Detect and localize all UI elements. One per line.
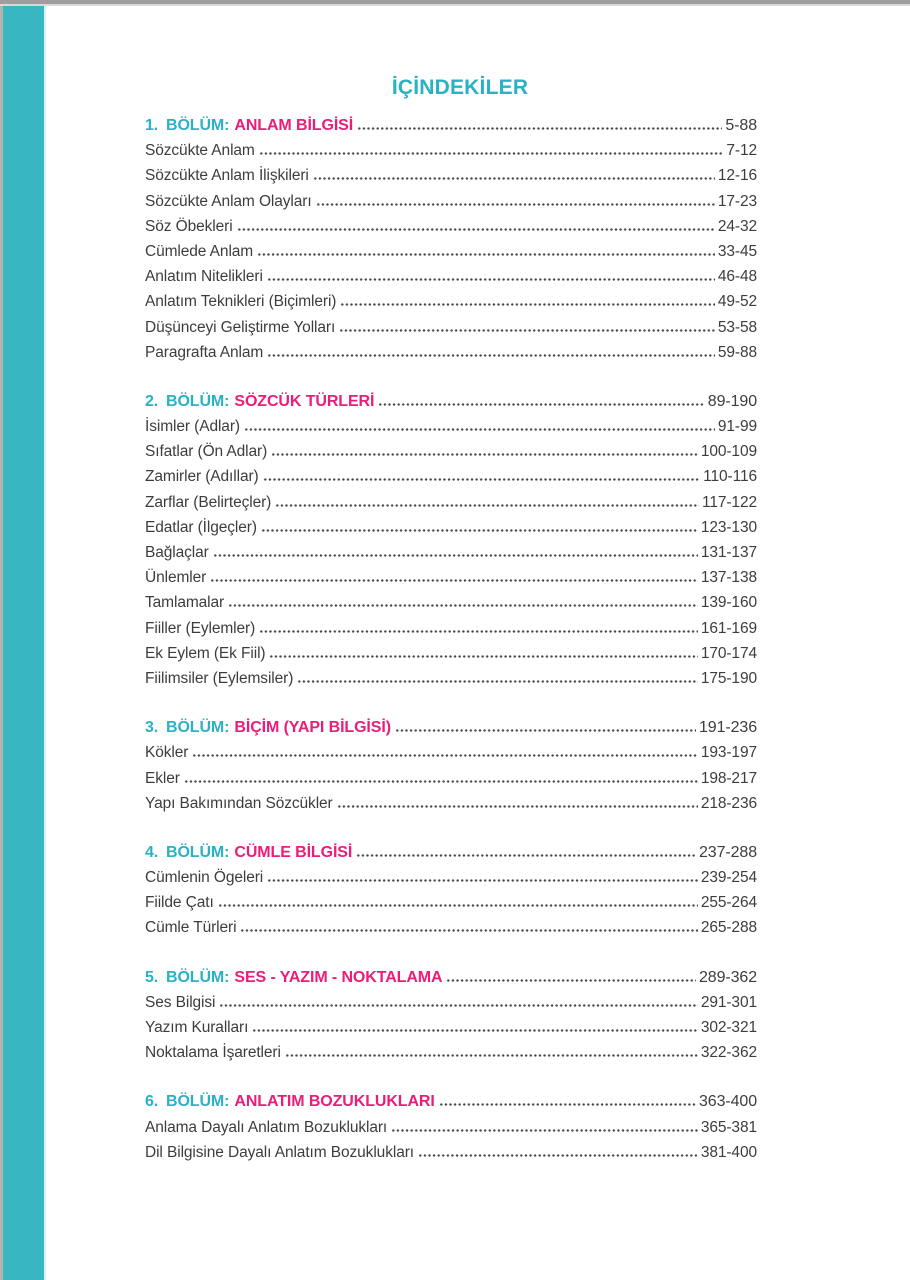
dot-leader: [418, 1154, 698, 1157]
entry-label: Fiiller (Eylemler): [145, 619, 256, 637]
chapter-page-range: 363-400: [698, 1093, 757, 1111]
chapter-title: SÖZCÜK TÜRLERİ: [234, 392, 375, 410]
entry-label: Sözcükte Anlam Olayları: [145, 192, 312, 210]
dot-leader: [267, 354, 715, 357]
dot-leader: [357, 127, 722, 130]
entry-label: Cümlenin Ögeleri: [145, 869, 264, 887]
toc-entry-row: [145, 641, 757, 666]
entry-label: Anlatım Nitelikleri: [145, 268, 263, 286]
entry-label: Ses Bilgisi: [145, 993, 216, 1011]
dot-leader: [439, 1103, 696, 1106]
entry-label: Düşünceyi Geliştirme Yolları: [145, 318, 336, 336]
toc-entry-row: [145, 865, 757, 890]
toc-section: [145, 113, 757, 365]
entry-label: Anlama Dayalı Anlatım Bozuklukları: [145, 1118, 388, 1136]
teal-side-stripe: [3, 5, 46, 1280]
toc-entry-row: [145, 490, 757, 515]
section-entries: [145, 990, 757, 1066]
section-entries: [145, 414, 757, 691]
entry-page-range: 137-138: [700, 569, 757, 587]
entry-page-range: 161-169: [700, 619, 757, 637]
toc-entry-row: [145, 163, 757, 188]
entry-label: Ekler: [145, 769, 180, 787]
entry-label: Edatlar (İlgeçler): [145, 518, 257, 536]
entry-page-range: 365-381: [700, 1118, 757, 1136]
dot-leader: [337, 805, 698, 808]
entry-label: Paragrafta Anlam: [145, 343, 264, 361]
entry-label: Sıfatlar (Ön Adlar): [145, 443, 268, 461]
chapter-title: CÜMLE BİLGİSİ: [234, 843, 353, 861]
chapter-number: 1.: [145, 117, 159, 134]
page-title: İÇİNDEKİLER: [391, 76, 529, 99]
chapter-label: BÖLÜM:: [166, 392, 230, 410]
entry-label: Söz Öbekleri: [145, 217, 233, 235]
entry-page-range: 175-190: [700, 669, 757, 687]
toc-entry-row: [145, 214, 757, 239]
chapter-label: BÖLÜM:: [166, 117, 230, 134]
entry-page-range: 170-174: [700, 644, 757, 662]
entry-label: Sözcükte Anlam İlişkileri: [145, 167, 309, 185]
dot-leader: [269, 655, 697, 658]
entry-page-range: 139-160: [700, 594, 757, 612]
entry-label: Anlatım Teknikleri (Biçimleri): [145, 293, 337, 311]
toc-entry-row: [145, 315, 757, 340]
dot-leader: [340, 303, 714, 306]
toc-entry-row: [145, 239, 757, 264]
dot-leader: [297, 680, 698, 683]
entry-label: Cümlede Anlam: [145, 242, 254, 260]
dot-leader: [240, 929, 697, 932]
entry-page-range: 24-32: [717, 217, 757, 235]
entry-page-range: 131-137: [700, 544, 757, 561]
dot-leader: [446, 979, 696, 982]
toc-entry-row: [145, 1115, 757, 1140]
entry-label: Tamlamalar: [145, 594, 225, 612]
entry-page-range: 12-16: [717, 167, 757, 185]
chapter-page-range: 89-190: [707, 392, 757, 410]
entry-label: Ek Eylem (Ek Fiil): [145, 644, 266, 662]
entry-page-range: 110-116: [703, 468, 757, 486]
entry-page-range: 17-23: [717, 192, 757, 210]
entry-page-range: 117-122: [701, 493, 757, 511]
entry-page-range: 123-130: [700, 518, 757, 536]
toc-entry-row: [145, 464, 757, 489]
dot-leader: [285, 1054, 698, 1057]
entry-label: Sözcükte Anlam: [145, 142, 255, 160]
dot-leader: [259, 152, 724, 155]
entry-page-range: 59-88: [717, 343, 757, 361]
dot-leader: [395, 729, 696, 732]
dot-leader: [391, 1129, 698, 1132]
chapter-heading-row: [145, 715, 757, 740]
chapter-number: 3.: [145, 719, 159, 737]
dot-leader: [210, 579, 698, 582]
entry-label: Dil Bilgisine Dayalı Anlatım Bozuklukları: [145, 1143, 414, 1161]
entry-page-range: 302-321: [700, 1019, 757, 1036]
entry-label: Yapı Bakımından Sözcükler: [145, 794, 333, 812]
scan-top-edge: [0, 0, 910, 6]
entry-label: Yazım Kuralları: [145, 1019, 249, 1036]
entry-page-range: 7-12: [726, 142, 757, 160]
chapter-page-range: 237-288: [698, 843, 757, 861]
chapter-heading-row: [145, 840, 757, 865]
chapter-label: BÖLÜM:: [166, 1093, 230, 1111]
dot-leader: [184, 780, 698, 783]
content-column: [145, 0, 757, 1165]
chapter-number: 6.: [145, 1093, 159, 1111]
entry-label: Bağlaçlar: [145, 544, 209, 561]
toc-section: [145, 965, 757, 1066]
entry-page-range: 193-197: [700, 744, 757, 762]
entry-page-range: 100-109: [700, 443, 757, 461]
toc-section: [145, 389, 757, 691]
dot-leader: [218, 904, 698, 907]
entry-page-range: 46-48: [717, 268, 757, 286]
dot-leader: [252, 1029, 698, 1032]
toc-entry-row: [145, 740, 757, 765]
entry-label: Ünlemler: [145, 569, 207, 587]
toc-entry-row: [145, 890, 757, 915]
toc-entry-row: [145, 515, 757, 540]
entry-page-range: 291-301: [700, 993, 757, 1011]
entry-page-range: 91-99: [717, 418, 757, 436]
entry-label: Cümle Türleri: [145, 919, 237, 937]
entry-label: Zarflar (Belirteçler): [145, 493, 272, 511]
entry-page-range: 33-45: [717, 242, 757, 260]
toc-entry-row: [145, 590, 757, 615]
toc-section: [145, 1089, 757, 1165]
toc-entry-row: [145, 540, 757, 565]
chapter-label: BÖLÜM:: [166, 843, 230, 861]
toc-entry-row: [145, 414, 757, 439]
dot-leader: [213, 554, 698, 557]
entry-page-range: 49-52: [717, 293, 757, 311]
dot-leader: [261, 529, 698, 532]
chapter-page-range: 191-236: [698, 719, 757, 737]
toc-entry-row: [145, 616, 757, 641]
chapter-title: SES - YAZIM - NOKTALAMA: [234, 968, 443, 986]
entry-label: Noktalama İşaretleri: [145, 1044, 281, 1062]
toc-entry-row: [145, 565, 757, 590]
toc-entry-row: [145, 1015, 757, 1040]
chapter-label: BÖLÜM:: [166, 719, 230, 737]
section-entries: [145, 740, 757, 816]
dot-leader: [275, 504, 699, 507]
dot-leader: [267, 278, 715, 281]
toc-entry-row: [145, 791, 757, 816]
section-entries: [145, 865, 757, 941]
dot-leader: [378, 403, 704, 406]
dot-leader: [244, 428, 715, 431]
entry-label: Zamirler (Adıllar): [145, 468, 259, 486]
chapter-heading-row: [145, 389, 757, 414]
dot-leader: [267, 879, 698, 882]
entry-page-range: 322-362: [700, 1044, 757, 1062]
section-entries: [145, 1115, 757, 1165]
toc-entry-row: [145, 666, 757, 691]
dot-leader: [257, 253, 715, 256]
chapter-label: BÖLÜM:: [166, 968, 230, 986]
toc-entry-row: [145, 189, 757, 214]
toc-entry-row: [145, 340, 757, 365]
toc-entry-row: [145, 990, 757, 1015]
entry-page-range: 239-254: [700, 869, 757, 887]
chapter-number: 5.: [145, 968, 159, 986]
chapter-title: ANLAM BİLGİSİ: [234, 117, 354, 134]
dot-leader: [259, 630, 698, 633]
entry-page-range: 218-236: [700, 794, 757, 812]
dot-leader: [316, 203, 715, 206]
dot-leader: [228, 604, 698, 607]
chapter-heading-row: [145, 1089, 757, 1114]
chapter-title: ANLATIM BOZUKLUKLARI: [234, 1093, 435, 1111]
toc-sections: [145, 113, 757, 1165]
entry-label: Fiilde Çatı: [145, 894, 214, 912]
entry-page-range: 198-217: [700, 769, 757, 787]
toc-entry-row: [145, 138, 757, 163]
chapter-number: 2.: [145, 392, 159, 410]
toc-entry-row: [145, 439, 757, 464]
toc-entry-row: [145, 1140, 757, 1165]
dot-leader: [313, 177, 715, 180]
dot-leader: [219, 1004, 697, 1007]
dot-leader: [263, 478, 701, 481]
entry-page-range: 381-400: [700, 1143, 757, 1161]
toc-section: [145, 840, 757, 941]
chapter-page-range: 289-362: [698, 968, 757, 986]
dot-leader: [237, 228, 715, 231]
entry-page-range: 255-264: [700, 894, 757, 912]
chapter-heading-row: [145, 965, 757, 990]
dot-leader: [356, 854, 696, 857]
entry-page-range: 53-58: [717, 318, 757, 336]
toc-entry-row: [145, 766, 757, 791]
dot-leader: [271, 453, 698, 456]
toc-entry-row: [145, 1040, 757, 1065]
dot-leader: [339, 329, 715, 332]
chapter-title: BİÇİM (YAPI BİLGİSİ): [234, 719, 391, 737]
toc-entry-row: [145, 915, 757, 940]
entry-label: Kökler: [145, 744, 189, 762]
toc-section: [145, 715, 757, 816]
dot-leader: [192, 754, 697, 757]
section-entries: [145, 138, 757, 365]
chapter-page-range: 5-88: [725, 117, 757, 134]
chapter-number: 4.: [145, 843, 159, 861]
entry-page-range: 265-288: [700, 919, 757, 937]
toc-entry-row: [145, 289, 757, 314]
entry-label: Fiilimsiler (Eylemsiler): [145, 669, 294, 687]
chapter-heading-row: [145, 113, 757, 138]
toc-entry-row: [145, 264, 757, 289]
entry-label: İsimler (Adlar): [145, 418, 240, 436]
